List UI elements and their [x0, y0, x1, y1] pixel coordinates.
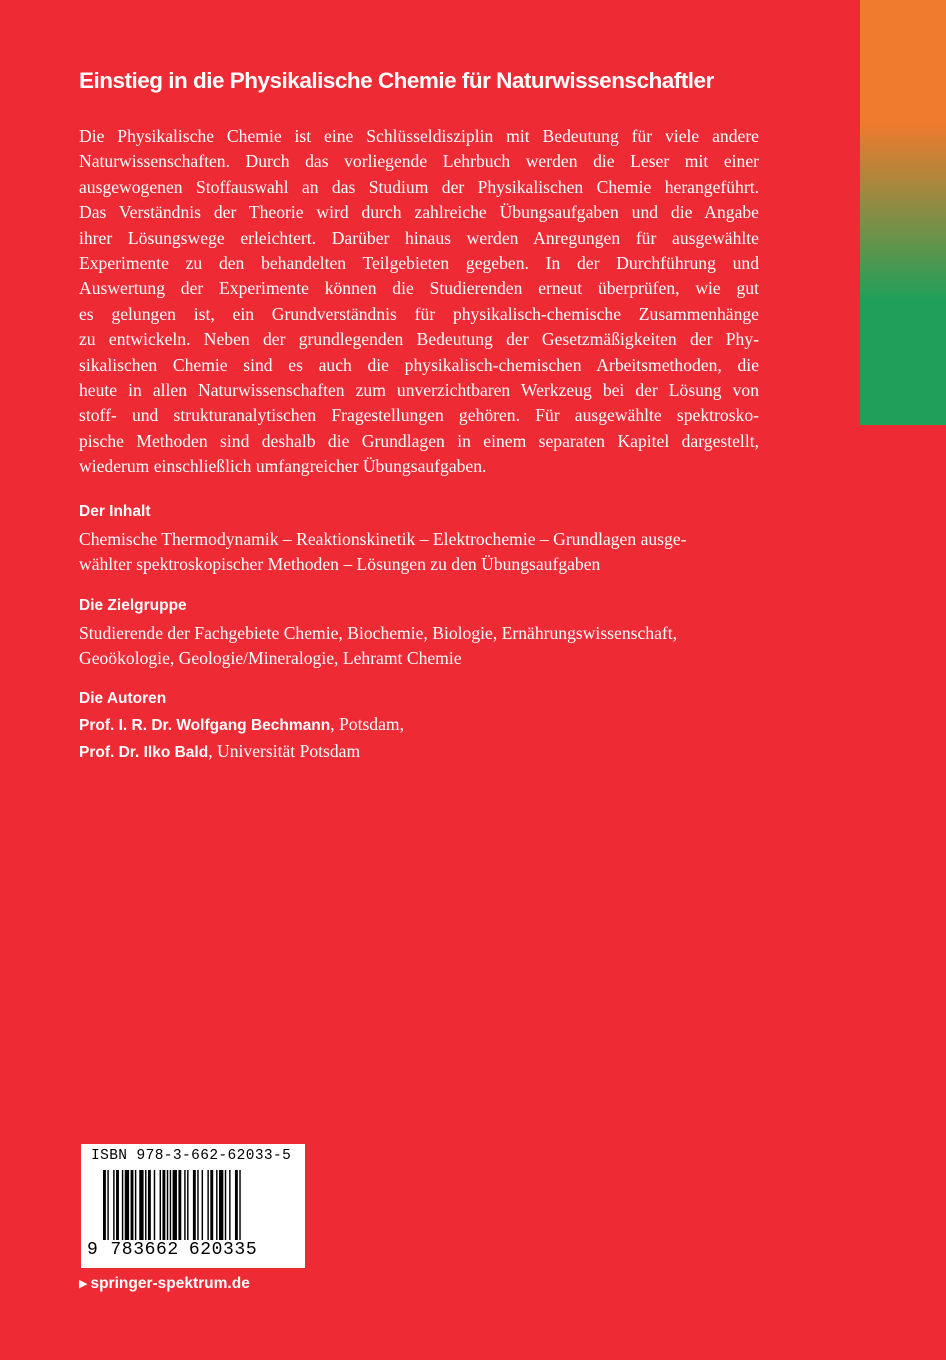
barcode-bar	[187, 1170, 188, 1240]
barcode-bar	[235, 1170, 238, 1240]
inhalt-heading: Der Inhalt	[79, 502, 151, 520]
barcode-bar	[178, 1170, 181, 1240]
author-name: Prof. Dr. Ilko Bald	[79, 743, 209, 761]
barcode-bar	[116, 1170, 119, 1240]
zielgruppe-line: Geoökologie, Geologie/Mineralogie, Lehramt Chemie	[79, 647, 462, 668]
barcode-bar	[113, 1170, 114, 1240]
ean-digits	[87, 1240, 257, 1260]
barcode-bar	[148, 1170, 151, 1240]
ean-first-digit: 9	[87, 1240, 99, 1260]
intro-line: Experimente zu den behandelten Teilgebieten gegeben. In der Durchführung und	[79, 253, 759, 274]
intro-paragraph	[79, 124, 759, 480]
barcode-bar	[207, 1170, 208, 1240]
intro-line: sikalischen Chemie sind es auch die physikalisch-chemischen Arbeitsmethoden, die	[79, 354, 759, 375]
zielgruppe-line: Studierende der Fachgebiete Chemie, Biochemie, Biologie, Ernährungswissenschaft,	[79, 622, 678, 643]
author-name: Prof. I. R. Dr. Wolfgang Bechmann	[79, 717, 331, 735]
section-autoren	[79, 688, 759, 765]
back-cover-text	[79, 64, 759, 765]
barcode-bar	[219, 1170, 223, 1240]
zielgruppe-text	[79, 621, 759, 672]
inhalt-text	[79, 527, 759, 578]
barcode-bar	[122, 1170, 123, 1240]
barcode-bar	[216, 1170, 217, 1240]
author-entry	[79, 739, 759, 765]
intro-line: ausgewogenen Stoffauswahl an das Studium der Physikalischen Chemie herangeführt.	[79, 176, 759, 197]
barcode-bar	[131, 1170, 134, 1240]
cover-title: Einstieg in die Physikalische Chemie für Naturwissenschaftler	[79, 68, 714, 93]
autoren-text	[79, 712, 759, 765]
barcode-bar	[103, 1170, 106, 1240]
barcode-bar	[162, 1170, 165, 1240]
section-zielgruppe	[79, 595, 759, 672]
zielgruppe-heading: Die Zielgruppe	[79, 596, 187, 614]
author-affiliation: , Universität Potsdam	[208, 740, 361, 761]
barcode-bar	[125, 1170, 129, 1240]
barcode-bar	[135, 1170, 136, 1240]
website-label: springer-spektrum.de	[90, 1275, 250, 1292]
intro-line: Die Physikalische Chemie ist eine Schlüsseldisziplin mit Bedeutung für viele andere	[79, 126, 759, 146]
barcode-bar	[197, 1170, 198, 1240]
barcode-bar	[193, 1170, 196, 1240]
ean-left-group: 783662	[110, 1240, 179, 1260]
intro-line: stoff- und strukturanalytischen Fragestellungen gehören. Für ausgewählte spektrosko-	[79, 405, 759, 426]
intro-line: wiederum einschließlich umfangreicher Übungsaufgaben.	[79, 456, 487, 477]
barcode-bar	[167, 1170, 168, 1240]
barcode-bar	[202, 1170, 203, 1240]
author-affiliation: , Potsdam,	[330, 714, 404, 735]
isbn-barcode	[81, 1144, 305, 1268]
intro-line: pische Methoden sind deshalb die Grundlagen in einem separaten Kapitel dargestellt,	[79, 430, 759, 451]
barcode-bar	[139, 1170, 143, 1240]
section-inhalt	[79, 501, 759, 578]
barcode-bar	[210, 1170, 213, 1240]
barcode-bar	[173, 1170, 177, 1240]
intro-line: Auswertung der Experimente können die Studierenden erneut überprüfen, wie gut	[79, 278, 759, 299]
inhalt-line: wählter spektroskopischer Methoden – Lösungen zu den Übungsaufgaben	[79, 554, 601, 575]
autoren-heading: Die Autoren	[79, 690, 167, 708]
barcode-bar	[154, 1170, 155, 1240]
barcode-bar	[184, 1170, 185, 1240]
author-entry	[79, 712, 759, 738]
ean-right-group: 620335	[188, 1240, 258, 1260]
barcode-bar	[145, 1170, 146, 1240]
barcode-bar	[239, 1170, 240, 1240]
publisher-website[interactable]	[79, 1275, 250, 1293]
intro-line: es gelungen ist, ein Grundverständnis für physikalisch-chemische Zusammenhänge	[79, 303, 759, 324]
barcode-bar	[160, 1170, 161, 1240]
intro-line: zu entwickeln. Neben der grundlegenden Bedeutung der Gesetzmäßigkeiten der Phy-	[79, 329, 759, 350]
barcode-bar	[170, 1170, 171, 1240]
intro-line: Das Verständnis der Theorie wird durch zahlreiche Übungsaufgaben und die Angabe	[79, 202, 759, 223]
intro-line: Naturwissenschaften. Durch das vorliegende Lehrbuch werden die Leser mit einer	[79, 151, 759, 172]
barcode-bar	[107, 1170, 108, 1240]
intro-line: ihrer Lösungswege erleichtert. Darüber hinaus werden Anregungen für ausgewählte	[79, 227, 759, 248]
color-stripe	[860, 0, 946, 425]
intro-line: heute in allen Naturwissenschaften zum unverzichtbaren Werkzeug bei der Lösung von	[79, 380, 759, 401]
isbn-label: ISBN 978-3-662-62033-5	[91, 1148, 292, 1164]
inhalt-line: Chemische Thermodynamik – Reaktionskinetik – Elektrochemie – Grundlagen ausge-	[79, 528, 687, 549]
barcode-bar	[229, 1170, 230, 1240]
barcode-bar	[225, 1170, 226, 1240]
barcode-bars	[103, 1170, 295, 1240]
play-arrow-icon: ▶	[79, 1278, 88, 1290]
